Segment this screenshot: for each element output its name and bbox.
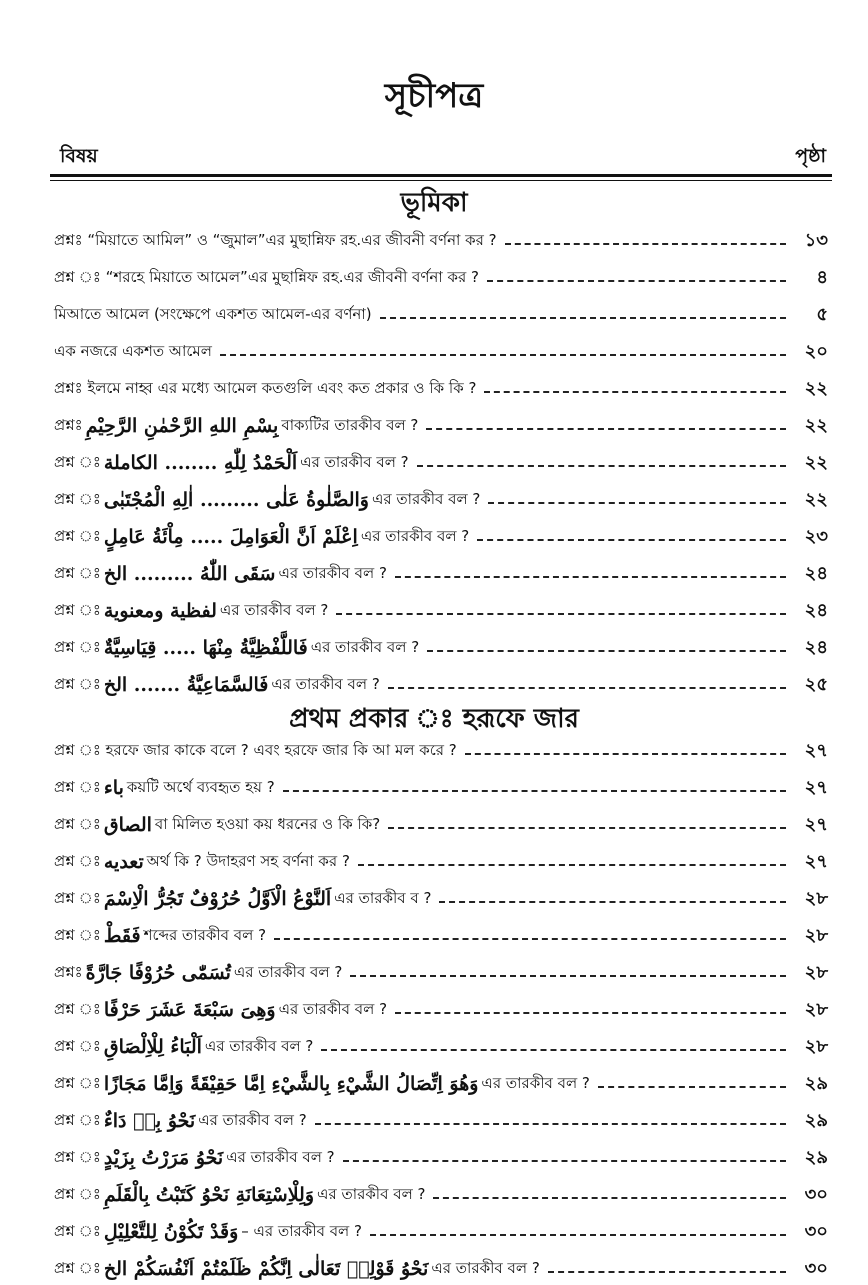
- entry-text: প্রশ্ন ঃ: [54, 1184, 101, 1203]
- toc-entry[interactable]: [54, 735, 828, 767]
- arabic-phrase: اَلْحَمْدُ لِلّٰهِ ........ الكاملة: [103, 452, 298, 474]
- dotted-leader: [505, 243, 786, 245]
- toc-entry[interactable]: [54, 262, 828, 294]
- arabic-phrase: وَهِىَ سَبْعَةَ عَشَرَ حَرْفًا: [103, 999, 276, 1021]
- dotted-leader: [488, 502, 786, 504]
- toc-entry[interactable]: [54, 1031, 828, 1063]
- dotted-leader: [388, 687, 786, 689]
- toc-entry[interactable]: [54, 632, 828, 664]
- dotted-leader: [484, 391, 786, 393]
- page-number: ২৭: [804, 850, 828, 872]
- column-header-subject: বিষয়: [60, 145, 98, 167]
- dotted-leader: [417, 465, 786, 467]
- arabic-phrase: اِعْلَمْ اَنَّ الْعَوَامِلَ ..... مِاْئَةُ عَامِلٍ: [103, 526, 358, 548]
- dotted-leader: [336, 613, 786, 615]
- arabic-phrase: باء: [103, 777, 124, 799]
- arabic-phrase: وَلِلْاِسْتِعَانَةِ نَحْوُ كَتَبْتُ بِالْقَلَمِ: [103, 1184, 315, 1206]
- arabic-phrase: نَحْوُ بِهٖ دَاءٌ: [103, 1110, 196, 1132]
- toc-entry[interactable]: [54, 1253, 828, 1285]
- dotted-leader: [548, 1271, 786, 1273]
- arabic-phrase: اَلْبَاءُ لِلْاِلْصَاقِ: [103, 1036, 202, 1058]
- entry-text: বাক্যটির তারকীব বল ?: [281, 415, 419, 434]
- entry-text: প্রশ্ন ঃ: [54, 1147, 101, 1166]
- entry-text: প্রশ্নঃ: [54, 962, 83, 981]
- arabic-phrase: بِسْمِ اللهِ الرَّحْمٰنِ الرَّحِيْمِ: [85, 415, 279, 437]
- arabic-phrase: سَقَى اللّٰهُ ......... الخ: [103, 563, 276, 585]
- arabic-phrase: وَهُوَ اِتِّصَالُ الشَّيْءِ بِالشَّيْءِ اِمَّا حَقِيْقَةً وَاِمَّا مَجَازًا: [103, 1073, 479, 1095]
- dotted-leader: [439, 901, 786, 903]
- dotted-leader: [274, 938, 786, 940]
- arabic-phrase: فَقَطْ: [103, 925, 141, 947]
- entry-text: এর তারকীব বল ?: [481, 1073, 590, 1092]
- toc-entry[interactable]: [54, 299, 828, 331]
- header-rule-thin: [50, 180, 832, 181]
- entry-text: এর তারকীব বল ?: [371, 489, 481, 508]
- entry-text: প্রশ্নঃ “মিয়াতে আমিল” ও “জুমাল”এর মুছান্নিফ রহ.এর জীবনী বর্ণনা কর ?: [54, 230, 497, 249]
- entry-text: প্রশ্ন ঃ: [54, 563, 101, 582]
- dotted-leader: [433, 1197, 786, 1199]
- page-number: ১৩: [804, 229, 828, 251]
- entry-text: প্রশ্নঃ: [54, 415, 83, 434]
- dotted-leader: [395, 1012, 786, 1014]
- entry-text: বা মিলিত হওয়া কয় ধরনের ও কি কি?: [154, 814, 381, 833]
- page-number: ২৮: [804, 924, 828, 946]
- toc-entry[interactable]: [54, 809, 828, 841]
- page-number: ৩০: [804, 1257, 828, 1279]
- toc-entry[interactable]: [54, 1105, 828, 1137]
- entry-text: এক নজরে একশত আমেল: [54, 341, 212, 360]
- toc-entry[interactable]: [54, 994, 828, 1026]
- dotted-leader: [220, 354, 786, 356]
- page-number: ২৪: [804, 636, 828, 658]
- entry-text: প্রশ্ন ঃ: [54, 1221, 101, 1240]
- dotted-leader: [427, 650, 786, 652]
- entry-text: এর তারকীব বল ?: [198, 1110, 307, 1129]
- page-number: ২২: [804, 488, 828, 510]
- entry-text: এর তারকীব বল ?: [278, 999, 388, 1018]
- entry-text: প্রশ্ন ঃ: [54, 925, 101, 944]
- toc-entry[interactable]: [54, 1179, 828, 1211]
- page-number: ২০: [804, 340, 828, 362]
- arabic-phrase: نَحْوُ مَرَرْتُ بِزَيْدٍ: [103, 1147, 224, 1169]
- dotted-leader: [598, 1086, 786, 1088]
- entry-text: এর তারকীব ব ?: [334, 888, 432, 907]
- dotted-leader: [370, 1234, 786, 1236]
- arabic-phrase: فَالسَّمَاعِيَّةُ ....... الخ: [103, 674, 269, 696]
- toc-entry[interactable]: [54, 336, 828, 368]
- page-number: ২৫: [804, 673, 828, 695]
- toc-entry[interactable]: [54, 669, 828, 701]
- entry-text: এর তারকীব বল ?: [310, 637, 420, 656]
- entry-text: প্রশ্ন ঃ: [54, 814, 101, 833]
- dotted-leader: [350, 975, 786, 977]
- entry-text: প্রশ্ন ঃ: [54, 1036, 101, 1055]
- toc-entry[interactable]: [54, 772, 828, 804]
- column-header-page: পৃষ্ঠা: [795, 145, 826, 167]
- entry-text: প্রশ্ন ঃ: [54, 526, 101, 545]
- arabic-phrase: نَحْوُ قَوْلِهٖ تَعَالٰى اِنَّكُمْ ظَلَمْتُمْ اَنْفُسَكُمْ الخ: [103, 1258, 429, 1280]
- page-number: ২৯: [804, 1109, 828, 1131]
- entry-text: প্রশ্ন ঃ: [54, 851, 101, 870]
- dotted-leader: [426, 428, 786, 430]
- page-number: ২২: [804, 414, 828, 436]
- page-number: ২২: [804, 377, 828, 399]
- entry-text: প্রশ্ন ঃ: [54, 999, 101, 1018]
- page-number: ২৮: [804, 961, 828, 983]
- entry-text: প্রশ্ন ঃ “শরহে মিয়াতে আমেল”এর মুছান্নিফ রহ.এর জীবনী বর্ণনা কর ?: [54, 267, 479, 286]
- page-number: ৪: [816, 266, 828, 288]
- toc-entry[interactable]: [54, 883, 828, 915]
- arabic-phrase: تعديه: [103, 851, 144, 873]
- dotted-leader: [321, 1049, 786, 1051]
- page-number: ২৮: [804, 1035, 828, 1057]
- toc-entry[interactable]: [54, 225, 828, 257]
- entry-text: মিআতে আমেল (সংক্ষেপে একশত আমেল-এর বর্ণনা): [54, 304, 372, 323]
- dotted-leader: [395, 576, 786, 578]
- header-rule-thick: [50, 174, 832, 177]
- section-heading: প্রথম প্রকার ঃ হরূফে জার: [289, 704, 579, 734]
- arabic-phrase: وَقَدْ تَكُوْنُ لِلتَّعْلِيْلِ: [103, 1221, 239, 1243]
- entry-text: প্রশ্ন ঃ: [54, 1073, 101, 1092]
- arabic-phrase: تُسَمّٰى حُرُوْفًا جَارَّةً: [85, 962, 231, 984]
- toc-entry[interactable]: [54, 410, 828, 442]
- entry-text: এর তারকীব বল ?: [431, 1258, 540, 1277]
- entry-text: এর তারকীব বল ?: [278, 563, 387, 582]
- page-number: ২৩: [804, 525, 828, 547]
- page-number: ২৪: [804, 599, 828, 621]
- page-number: ২২: [804, 451, 828, 473]
- entry-text: এর তারকীব বল ?: [219, 600, 329, 619]
- section-heading: ভূমিকা: [400, 188, 468, 218]
- toc-entry[interactable]: [54, 1068, 828, 1100]
- page-number: ২৯: [804, 1072, 828, 1094]
- page-number: ২৭: [804, 813, 828, 835]
- entry-text: প্রশ্ন ঃ: [54, 452, 101, 471]
- toc-entry[interactable]: [54, 846, 828, 878]
- page-number: ২৮: [804, 887, 828, 909]
- entry-text: প্রশ্ন ঃ: [54, 777, 101, 796]
- page-number: ২৮: [804, 998, 828, 1020]
- toc-entry[interactable]: [54, 920, 828, 952]
- dotted-leader: [315, 1123, 786, 1125]
- dotted-leader: [477, 539, 786, 541]
- toc-entry[interactable]: [54, 957, 828, 989]
- entry-text: এর তারকীব বল ?: [226, 1147, 335, 1166]
- toc-title: সূচীপত্র: [384, 76, 484, 116]
- arabic-phrase: اَلنَّوْعُ الْاَوَّلُ حُرُوْفٌ تَجُرُّ الْاِسْمَ: [103, 888, 332, 910]
- page-number: ৫: [816, 303, 828, 325]
- entry-text: এর তারকীব বল ?: [233, 962, 343, 981]
- arabic-phrase: وَالصَّلٰوةُ عَلٰى ......... اٰلِهِ الْمُجْتَبٰى: [103, 489, 369, 511]
- toc-entry[interactable]: [54, 595, 828, 627]
- arabic-phrase: فَاللَّفْظِيَّةُ مِنْهَا ..... قِيَاسِيَّةٌ: [103, 637, 308, 659]
- dotted-leader: [380, 317, 786, 319]
- dotted-leader: [283, 790, 786, 792]
- page-number: ২৭: [804, 776, 828, 798]
- entry-text: প্রশ্ন ঃ: [54, 888, 101, 907]
- toc-entry[interactable]: [54, 1216, 828, 1248]
- entry-text: প্রশ্ন ঃ: [54, 637, 101, 656]
- toc-entry[interactable]: [54, 447, 828, 479]
- entry-text: এর তারকীব বল ?: [271, 674, 380, 693]
- toc-entry[interactable]: [54, 521, 828, 553]
- entry-text: প্রশ্ন ঃ হরফে জার কাকে বলে ? এবং হরফে জার কি আ মল করে ?: [54, 740, 457, 759]
- entry-text: এর তারকীব বল ?: [360, 526, 470, 545]
- dotted-leader: [388, 827, 786, 829]
- dotted-leader: [487, 280, 786, 282]
- arabic-phrase: لفظية ومعنوية: [103, 600, 217, 622]
- dotted-leader: [465, 753, 786, 755]
- entry-text: প্রশ্নঃ ইলমে নাহ্ব এর মধ্যে আমেল কতগুলি এবং কত প্রকার ও কি কি ?: [54, 378, 477, 397]
- toc-entry[interactable]: [54, 1142, 828, 1174]
- entry-text: এর তারকীব বল ?: [300, 452, 409, 471]
- toc-entry[interactable]: [54, 558, 828, 590]
- page-number: ২৪: [804, 562, 828, 584]
- entry-text: শব্দের তারকীব বল ?: [143, 925, 267, 944]
- entry-text: এর তারকীব বল ?: [204, 1036, 314, 1055]
- entry-text: প্রশ্ন ঃ: [54, 674, 101, 693]
- entry-text: প্রশ্ন ঃ: [54, 600, 101, 619]
- page-number: ২৭: [804, 739, 828, 761]
- arabic-phrase: الصاق: [103, 814, 152, 836]
- entry-text: – এর তারকীব বল ?: [241, 1221, 362, 1240]
- dotted-leader: [358, 864, 786, 866]
- entry-text: প্রশ্ন ঃ: [54, 489, 101, 508]
- toc-entry[interactable]: [54, 484, 828, 516]
- toc-entry[interactable]: [54, 373, 828, 405]
- page-number: ৩০: [804, 1183, 828, 1205]
- entry-text: অর্থ কি ? উদাহরণ সহ বর্ণনা কর ?: [146, 851, 350, 870]
- entry-text: প্রশ্ন ঃ: [54, 1110, 101, 1129]
- page-number: ২৯: [804, 1146, 828, 1168]
- page-number: ৩০: [804, 1220, 828, 1242]
- entry-text: প্রশ্ন ঃ: [54, 1258, 101, 1277]
- entry-text: এর তারকীব বল ?: [317, 1184, 426, 1203]
- dotted-leader: [343, 1160, 786, 1162]
- entry-text: কয়টি অর্থে ব্যবহৃত হয় ?: [126, 777, 275, 796]
